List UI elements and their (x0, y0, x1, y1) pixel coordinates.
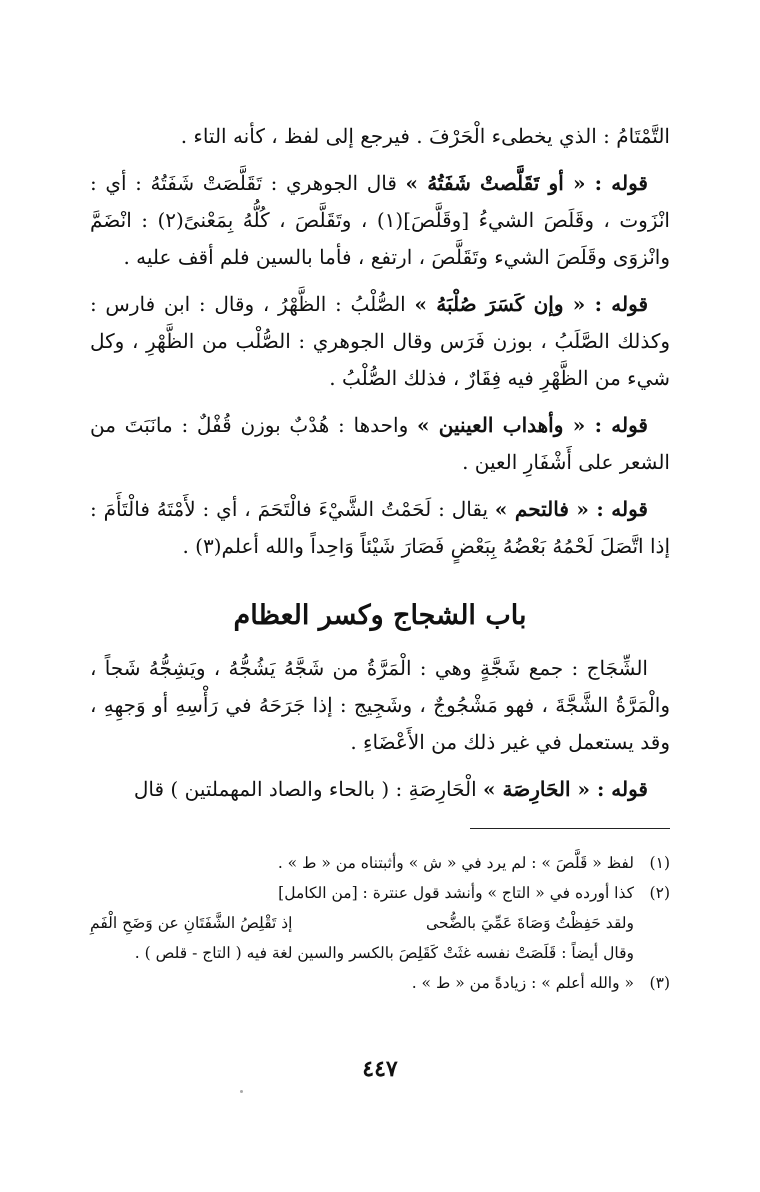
paragraph (90, 491, 670, 565)
paragraph-text: الْحَارِصَةِ : ( بالحاء والصاد المهملتين ) قال (133, 777, 484, 801)
paragraph-text: الشِّجَاج : جمع شَجَّةٍ وهي : الْمَرَّةُ من شَجَّهُ يَشُجُّهُ ، ويَشِجُّهُ شَجاً ، والْمَرَّةُ الشَّجَّةَ ، فهو مَشْجُوجٌ ، وشَجِيج : إذا جَرَحَهُ في رَأْسِهِ أو وَجهِهِ ، وقد يستعمل في غير ذلك من الأَعْضَاءِ . (90, 656, 670, 754)
paragraph (90, 407, 670, 481)
paragraph-lead: قوله : « وأهداب العينين » (416, 413, 648, 437)
paragraph-text: قال الجوهري : تَقَلَّصَتْ شَفَتُهُ : أي : انْزَوت ، وقَلَصَ الشيءُ [وقَلَّصَ](١) ، وتَقَلَّصَ ، كُلُّهُ بِمَعْنىً(٢) : انْضَمَّ وانْزوَى وقَلَصَ الشيء وتَقَلَّصَ ، ارتفع ، فأما بالسين فلم أقف عليه . (90, 171, 670, 269)
paragraph (90, 286, 670, 397)
verse-first-hemistich: ولقد حَفِظْتُ وَصَاةَ عَمِّيَ بالضُّحى (426, 914, 634, 932)
paragraph (90, 650, 670, 761)
footnote-continuation: وقال أيضاً : قَلَصَتْ نفسه غثَتْ كَقَلِصَ بالكسر والسين لغة فيه ( التاج - قلص ) . (134, 944, 634, 962)
paragraph-lead: قوله : « أو تَقَلَّصتْ شَفَتُهُ » (405, 171, 648, 195)
paragraph-lead: قوله : « الحَارِصَة » (483, 777, 648, 801)
paragraph-lead: قوله : « فالتحم » (494, 497, 648, 521)
footnote-text: لفظ « قَلَّصَ » : لم يرد في « ش » وأثبتناه من « ط » . (277, 854, 634, 872)
main-text (90, 118, 670, 575)
footnote (90, 878, 670, 908)
footnote-text: كذا أورده في « التاج » وأنشد قول عنترة : [من الكامل] (278, 884, 634, 902)
page-number: ٤٤٧ (362, 1056, 398, 1082)
paragraph-text: التَّمْتَامُ : الذي يخطىء الْحَرْفَ . فيرجع إلى لفظ ، كأنه التاء . (180, 124, 670, 148)
paragraph (90, 165, 670, 276)
print-speck (240, 1090, 243, 1093)
section-text (90, 650, 670, 818)
paragraph-lead: قوله : « وإن كَسَرَ صُلْبَهُ » (414, 292, 649, 316)
footnote-text: « والله أعلم » : زيادةً من « ط » . (411, 974, 634, 992)
paragraph-text: يقال : لَحَمْتُ الشَّيْءَ فالْتَحَمَ ، أي : لأَمْتَهُ فالْتَأَمَ : إذا اتَّصَلَ لَحْمُهُ بَعْضُهُ بِبَعْضٍ فَصَارَ شَيْئاً وَاحِداً والله أعلم(٣) . (90, 497, 670, 558)
paragraph (90, 771, 670, 808)
footnote (90, 968, 670, 998)
footnote-number: (١) (649, 854, 670, 872)
paragraph-text: واحدها : هُدْبٌ بوزن قُفْلٌ : مانَبَتَ من الشعر على أَشْفَارِ العين . (90, 413, 670, 474)
section-heading: باب الشجاج وكسر العظام (233, 600, 527, 631)
footnote (90, 848, 670, 878)
footnote-number: (٣) (649, 974, 670, 992)
poetry-verse (90, 908, 670, 938)
verse-second-hemistich: إذ تَقْلِصُ الشَّفَتَانِ عن وَضَحِ الْفَمِ (90, 914, 293, 932)
paragraph-text: الصُّلْبُ : الظَّهْرُ ، وقال : ابن فارس : وكذلك الصَّلَبُ ، بوزن فَرَس وقال الجوهري : الصُّلْب من الظَّهْرِ ، وكل شيء من الظَّهْرِ فيه فِقَارٌ ، فذلك الصُّلْبُ . (90, 292, 670, 390)
footnote-divider (470, 828, 670, 829)
footnotes (90, 848, 670, 998)
paragraph (90, 118, 670, 155)
footnote-number: (٢) (649, 884, 670, 902)
